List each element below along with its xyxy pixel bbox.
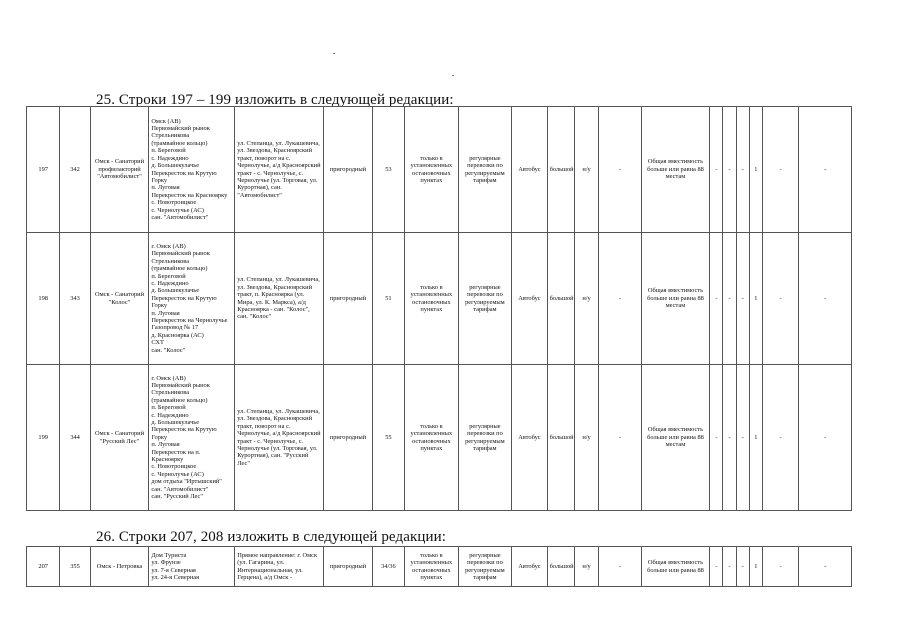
tariff-type: регулярные перевозки по регулируемым тарифам: [458, 233, 512, 365]
extra-cell-5: -: [762, 365, 798, 511]
route-number: 355: [60, 547, 90, 587]
row-number: 198: [27, 233, 60, 365]
vehicle-type: Автобус: [512, 365, 547, 511]
vehicle-type: Автобус: [512, 547, 547, 587]
eco-class: н/у: [574, 365, 598, 511]
extra-cell-1: -: [710, 233, 723, 365]
boarding-order: только в установленных остановочных пунктах: [405, 365, 459, 511]
route-stops: г. Омск (АВ) Первомайский рынок Стрельникова (трамвайное кольцо) п. Береговой с. Надеждино д. Большекулачье Перекресток на Крутую Горку п. Луговая Перекресток на п. Красноярку с. Новотроицкое с. Чернолучье (АС) дом отдыха "Иртышский" сан. "Автомобилист" сан. "Русский Лес": [149, 365, 235, 511]
vehicle-type: Автобус: [512, 107, 547, 233]
capacity-note: Общая вместимость больше или равна 88 местам: [641, 365, 710, 511]
extra-cell-3: -: [736, 547, 749, 587]
route-stops: Омск (АВ) Первомайский рынок Стрельникова (трамвайное кольцо) п. Береговой с. Надеждино д. Большекулачье Перекресток на Крутую Горку п. Луговая Перекресток на Красноярку с. Новотроицкое с. Чернолучье (АС) сан. "Автомобилист": [149, 107, 235, 233]
extra-cell-4: 1: [749, 547, 762, 587]
eco-class: н/у: [574, 107, 598, 233]
route-streets: ул. Степанца, ул. Лукашевича, ул. Звездова, Красноярский тракт, поворот на с. Чернолучье, а/д Красноярский тракт - с. Чернолучье, с. Чернолучье (ул. Торговая, ул. Курортная), сан. "Русский Лес": [235, 365, 324, 511]
routes-table-2: [26, 546, 852, 587]
empty-cell: -: [599, 107, 641, 233]
empty-cell: -: [599, 547, 641, 587]
table-row: [27, 365, 852, 511]
section-25-heading: 25. Строки 197 – 199 изложить в следующей редакции:: [96, 92, 454, 108]
route-type: пригородный: [324, 107, 373, 233]
extra-cell-5: -: [762, 547, 798, 587]
route-length: 53: [372, 107, 404, 233]
route-number: 342: [60, 107, 90, 233]
extra-cell-4: 1: [749, 107, 762, 233]
route-length: 55: [372, 365, 404, 511]
extra-cell-6: -: [799, 107, 852, 233]
capacity-note: Общая вместимость больше или равна 88 местам: [641, 107, 710, 233]
row-number: 207: [27, 547, 60, 587]
route-stops: Дом Туриста ул. Фрунзе ул. 7-я Северная ул. 24-я Северная: [149, 547, 235, 587]
scan-speck: [333, 53, 335, 54]
extra-cell-3: -: [736, 107, 749, 233]
routes-table-1: [26, 106, 852, 511]
scan-speck: [452, 75, 454, 76]
capacity-note: Общая вместимость больше или равна 88 местам: [641, 233, 710, 365]
route-name: Омск - Санаторий профилакторий "Автомобилист": [90, 107, 149, 233]
vehicle-class: большой: [547, 365, 574, 511]
eco-class: н/у: [574, 547, 598, 587]
tariff-type: регулярные перевозки по регулируемым тарифам: [458, 365, 512, 511]
extra-cell-3: -: [736, 365, 749, 511]
extra-cell-6: -: [799, 233, 852, 365]
extra-cell-2: -: [723, 365, 736, 511]
extra-cell-6: -: [799, 547, 852, 587]
vehicle-class: большой: [547, 547, 574, 587]
route-streets: ул. Степанца, ул. Лукашевича, ул. Звездова, Красноярский тракт, п. Красноярка (ул. Мира, ул. К. Маркса), а/д Красноярка - сан. "Колос", сан. "Колос": [235, 233, 324, 365]
row-number: 199: [27, 365, 60, 511]
extra-cell-6: -: [799, 365, 852, 511]
capacity-note: Общая вместимость больше или равна 88: [641, 547, 710, 587]
extra-cell-5: -: [762, 107, 798, 233]
route-type: пригородный: [324, 365, 373, 511]
route-length: 34/36: [372, 547, 404, 587]
route-number: 343: [60, 233, 90, 365]
extra-cell-2: -: [723, 107, 736, 233]
vehicle-class: большой: [547, 107, 574, 233]
extra-cell-1: -: [710, 107, 723, 233]
extra-cell-5: -: [762, 233, 798, 365]
table-row: [27, 547, 852, 587]
section-26-heading: 26. Строки 207, 208 изложить в следующей редакции:: [96, 529, 447, 545]
extra-cell-1: -: [710, 547, 723, 587]
boarding-order: только в установленных остановочных пунктах: [405, 107, 459, 233]
table-row: [27, 233, 852, 365]
route-streets: Прямое направление: г. Омск (ул. Гагарина, ул. Интернациональная, ул. Герцена), а/д Омск -: [235, 547, 324, 587]
route-number: 344: [60, 365, 90, 511]
extra-cell-3: -: [736, 233, 749, 365]
eco-class: н/у: [574, 233, 598, 365]
route-name: Омск - Петровка: [90, 547, 149, 587]
extra-cell-2: -: [723, 547, 736, 587]
extra-cell-1: -: [710, 365, 723, 511]
extra-cell-4: 1: [749, 233, 762, 365]
route-type: пригородный: [324, 233, 373, 365]
vehicle-class: большой: [547, 233, 574, 365]
row-number: 197: [27, 107, 60, 233]
vehicle-type: Автобус: [512, 233, 547, 365]
extra-cell-2: -: [723, 233, 736, 365]
route-type: пригородный: [324, 547, 373, 587]
extra-cell-4: 1: [749, 365, 762, 511]
empty-cell: -: [599, 365, 641, 511]
route-streets: ул. Степанца, ул. Лукашевича, ул. Звездова, Красноярский тракт, поворот на с. Чернолучье, а/д Красноярский тракт - с. Чернолучье, с. Чернолучье (ул. Торговая, ул. Курортная), сан. "Автомобилист": [235, 107, 324, 233]
route-name: Омск - Санаторий "Русский Лес": [90, 365, 149, 511]
boarding-order: только в установленных остановочных пунктах: [405, 547, 459, 587]
tariff-type: регулярные перевозки по регулируемым тарифам: [458, 547, 512, 587]
empty-cell: -: [599, 233, 641, 365]
route-name: Омск - Санаторий "Колос": [90, 233, 149, 365]
tariff-type: регулярные перевозки по регулируемым тарифам: [458, 107, 512, 233]
boarding-order: только в установленных остановочных пунктах: [405, 233, 459, 365]
route-length: 51: [372, 233, 404, 365]
table-row: [27, 107, 852, 233]
route-stops: г. Омск (АВ) Первомайский рынок Стрельникова (трамвайное кольцо) п. Береговой с. Надеждино д. Большекулачье Перекресток на Крутую Горку п. Луговая Перекресток на Чернолучье Газопровод № 17 д. Красноярка (АС) СХТ сан. "Колос": [149, 233, 235, 365]
